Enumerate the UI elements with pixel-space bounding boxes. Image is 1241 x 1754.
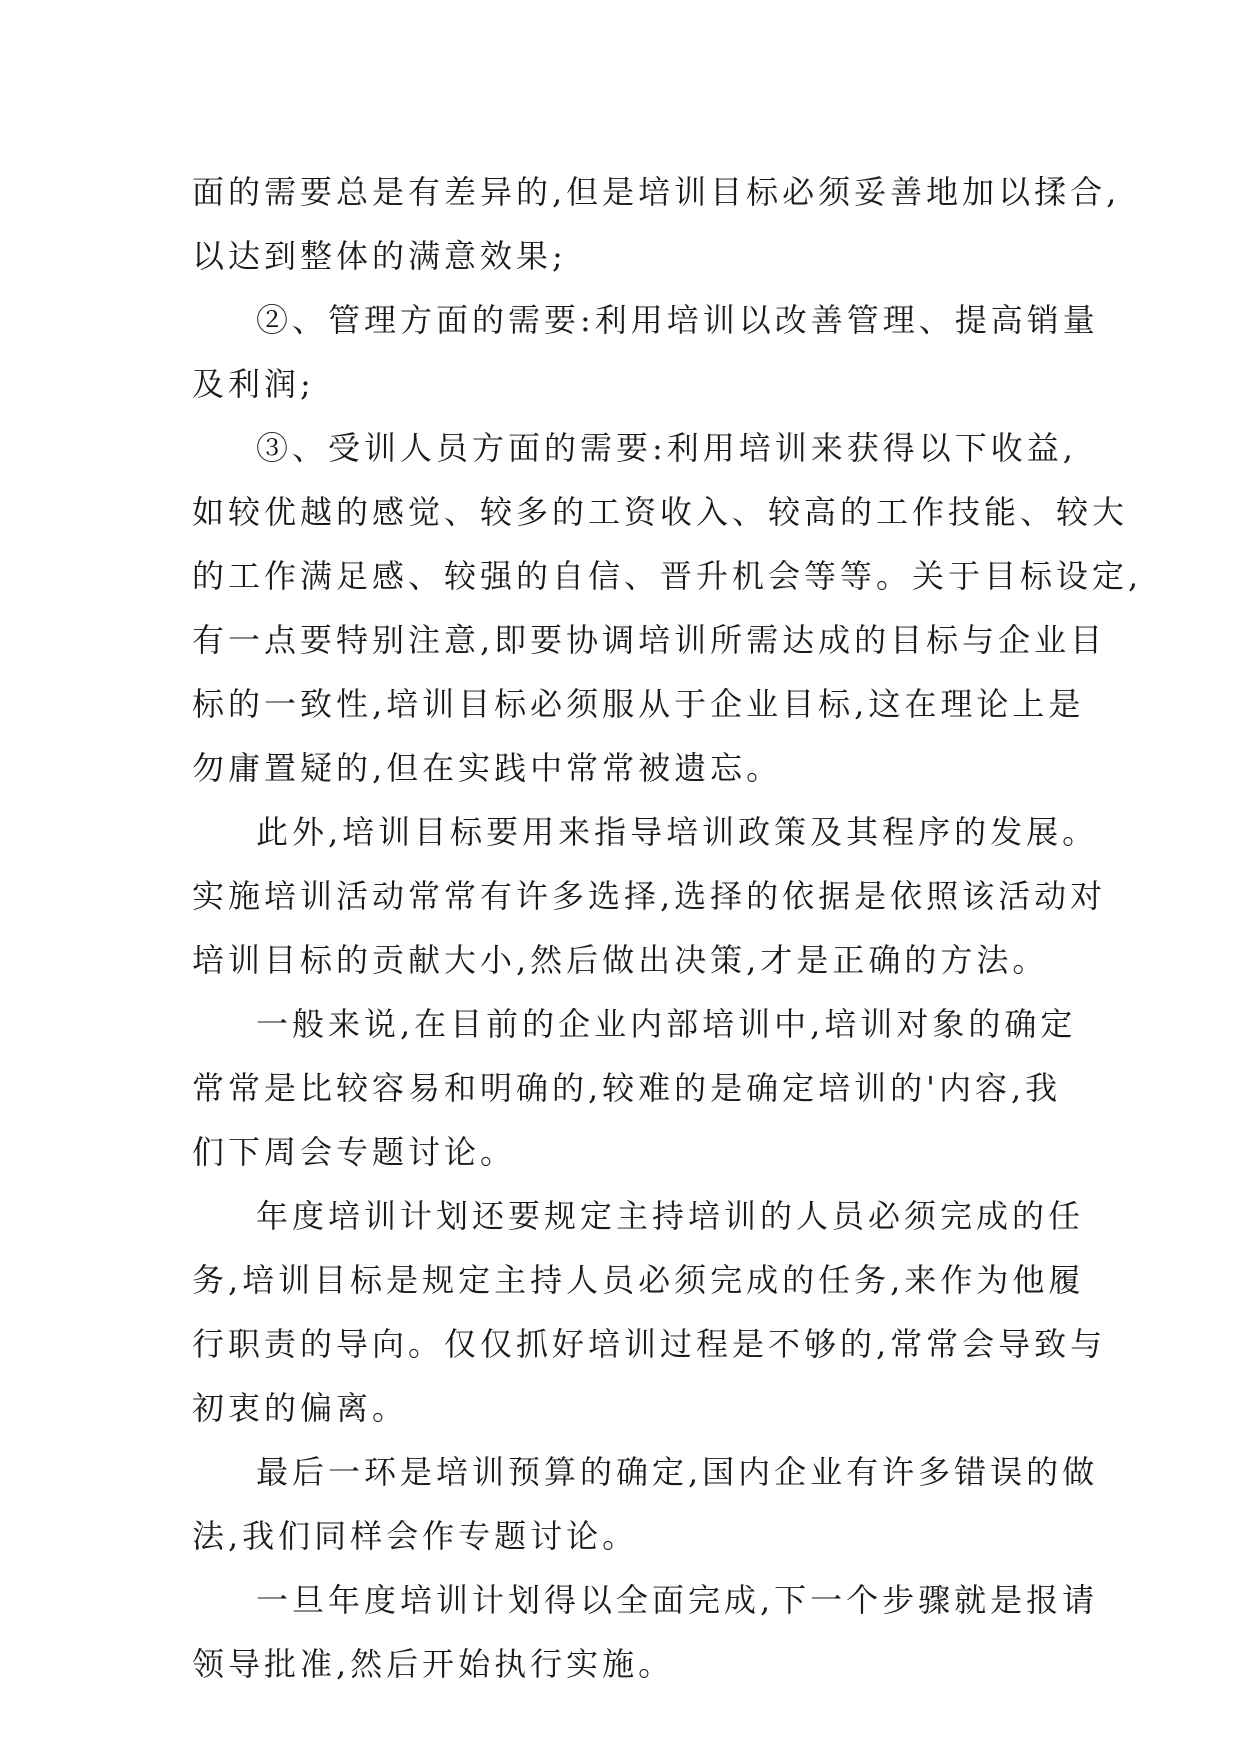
paragraph-line: 培训目标的贡献大小,然后做出决策,才是正确的方法。 <box>192 941 1049 979</box>
paragraph <box>192 1440 1099 1568</box>
paragraph <box>192 1568 1099 1696</box>
paragraph-line: 一旦年度培训计划得以全面完成,下一个步骤就是报请 <box>256 1581 1099 1619</box>
paragraph-line: 及利润; <box>192 365 315 403</box>
paragraph <box>192 288 1099 416</box>
paragraph-line: 行职责的导向。仅仅抓好培训过程是不够的,常常会导致与 <box>192 1325 1107 1363</box>
paragraph <box>192 992 1092 1184</box>
paragraph-line: 一般来说,在目前的企业内部培训中,培训对象的确定 <box>256 1005 1077 1043</box>
paragraph-line: 标的一致性,培训目标必须服从于企业目标,这在理论上是 <box>192 685 1085 723</box>
paragraph-line: ②、管理方面的需要:利用培训以改善管理、提高销量 <box>256 301 1099 339</box>
paragraph-line: 务,培训目标是规定主持人员必须完成的任务,来作为他履 <box>192 1261 1085 1299</box>
paragraph-line: 常常是比较容易和明确的,较难的是确定培训的'内容,我 <box>192 1069 1062 1107</box>
paragraph-line: 法,我们同样会作专题讨论。 <box>192 1517 639 1555</box>
paragraph-line: 的工作满足感、较强的自信、晋升机会等等。关于目标设定, <box>192 557 1143 595</box>
paragraph <box>192 800 1107 992</box>
paragraph-line: 初衷的偏离。 <box>192 1389 409 1427</box>
paragraph-line: 勿庸置疑的,但在实践中常常被遗忘。 <box>192 749 783 787</box>
paragraph-line: 此外,培训目标要用来指导培训政策及其程序的发展。 <box>256 813 1099 851</box>
document-body <box>192 160 1143 1696</box>
paragraph-line: 面的需要总是有差异的,但是培训目标必须妥善地加以揉合, <box>192 173 1121 211</box>
paragraph-line: 实施培训活动常常有许多选择,选择的依据是依照该活动对 <box>192 877 1107 915</box>
paragraph-line: 年度培训计划还要规定主持培训的人员必须完成的任 <box>256 1197 1085 1235</box>
paragraph-line: 如较优越的感觉、较多的工资收入、较高的工作技能、较大 <box>192 493 1129 531</box>
paragraph-line: ③、受训人员方面的需要:利用培训来获得以下收益, <box>256 429 1077 467</box>
paragraph-line: 以达到整体的满意效果; <box>192 237 567 275</box>
paragraph-line: 最后一环是培训预算的确定,国内企业有许多错误的做 <box>256 1453 1099 1491</box>
paragraph <box>192 160 1121 288</box>
paragraph-line: 有一点要特别注意,即要协调培训所需达成的目标与企业目 <box>192 621 1107 659</box>
paragraph <box>192 1184 1107 1440</box>
paragraph-line: 们下周会专题讨论。 <box>192 1133 517 1171</box>
paragraph-line: 领导批准,然后开始执行实施。 <box>192 1645 675 1683</box>
paragraph <box>192 416 1143 800</box>
